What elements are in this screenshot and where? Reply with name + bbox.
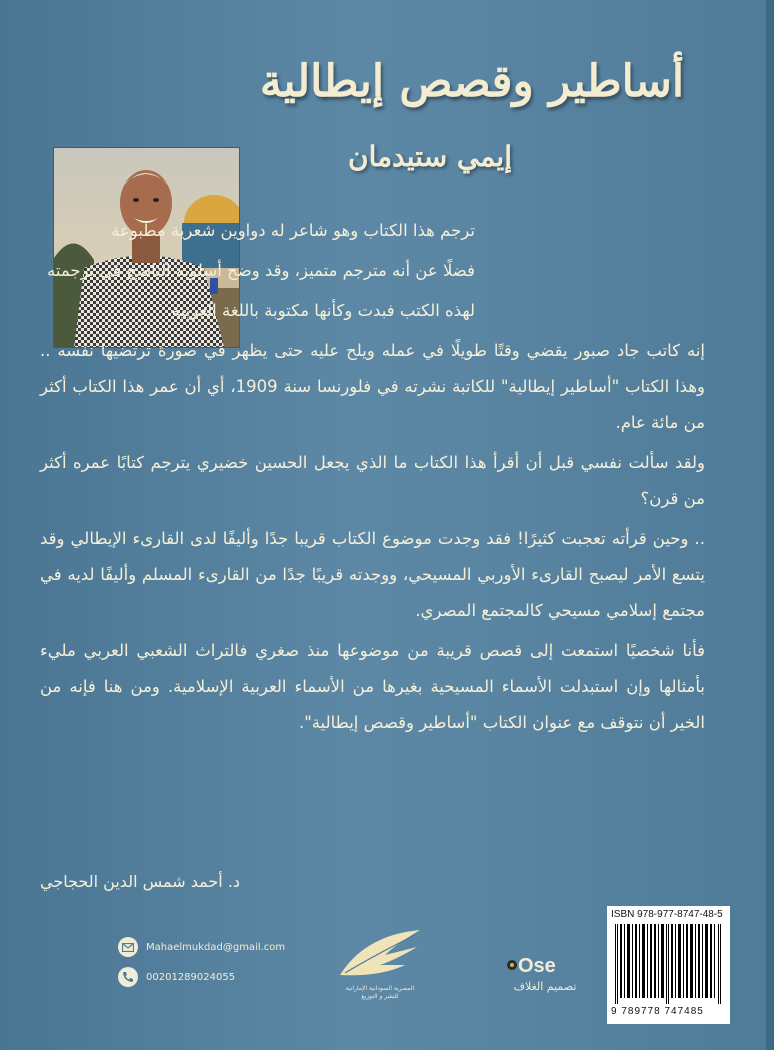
book-title: أساطير وقصص إيطالية — [259, 56, 685, 107]
designer-label: تصميم الغلاف — [513, 980, 577, 993]
email-text: Mahaelmukdad@gmail.com — [146, 941, 286, 953]
paragraph-1-line-2: فضلًا عن أنه مترجم متميز، وقد وضح أسلوبه الناضج في ترجمته — [47, 261, 475, 280]
isbn-barcode — [607, 906, 730, 1024]
barcode-digits: 9 789778 747485 — [611, 1006, 704, 1017]
barcode-bars — [615, 924, 723, 1004]
email-contact — [118, 937, 285, 957]
paragraph-1-line-3: لهذه الكتب فبدت وكأنها مكتوبة باللغة العربية. — [166, 301, 475, 320]
phone-icon — [118, 967, 138, 987]
spine-edge — [766, 0, 774, 1050]
phone-text: 00201289024055 — [146, 971, 236, 983]
publisher-name-main: المصرية السودانية الإماراتية — [345, 985, 415, 992]
paragraph-4: .. وحين قرأته تعجبت كثيرًا! فقد وجدت موضوع الكتاب قريبا جدًا وأليفًا لدى القارىء الإيطالي وقد يتسع الأمر ليصبح القارىء الأوربي المسيحي، ووجدته قريبًا جدًا من القارىء المسلم وأليفًا لديه في مجتمع إسلامي مسيحي كالمجتمع المصري. — [40, 529, 705, 620]
signature: د. أحمد شمس الدين الحجاجي — [40, 872, 241, 891]
book-author: إيمي ستيدمان — [348, 140, 512, 173]
publisher-name-sub: للنشر و التوزيع — [361, 993, 399, 1000]
paragraph-3: ولقد سألت نفسي قبل أن أقرأ هذا الكتاب ما الذي يجعل الحسين خضيري يترجم كتابًا عمره أكثر من قرن؟ — [40, 453, 705, 508]
paragraph-1-line-1: ترجم هذا الكتاب وهو شاعر له دواوين شعرية مطبوعة — [111, 221, 475, 240]
email-icon — [118, 937, 138, 957]
back-cover-text — [40, 213, 705, 745]
publisher-name — [330, 985, 430, 1001]
isbn-number: ISBN 978-977-8747-48-5 — [611, 909, 723, 920]
paragraph-5: فأنا شخصيًا استمعت إلى قصص قريبة من موضوعها منذ صغري فالتراث الشعبي العربي مليء بأمثالها وإن استبدلت الأسماء المسيحية بغيرها من الأسماء العربية الإسلامية. ومن هنا فإنه من الخير أن نتوقف مع عنوان الكتاب "أساطير وقصص إيطالية". — [40, 641, 705, 732]
designer-logo-text: Ose — [518, 955, 556, 977]
phone-contact — [118, 967, 235, 987]
paragraph-2: إنه كاتب جاد صبور يقضي وقتًا طويلًا في عمله ويلح عليه حتى يظهر في صورة ترتضيها نفسه .. وهذا الكتاب "أساطير إيطالية" للكاتبة نشرته في فلورنسا سنة 1909، أي أن عمر هذا الكتاب أكثر من مائة عام. — [40, 341, 705, 432]
